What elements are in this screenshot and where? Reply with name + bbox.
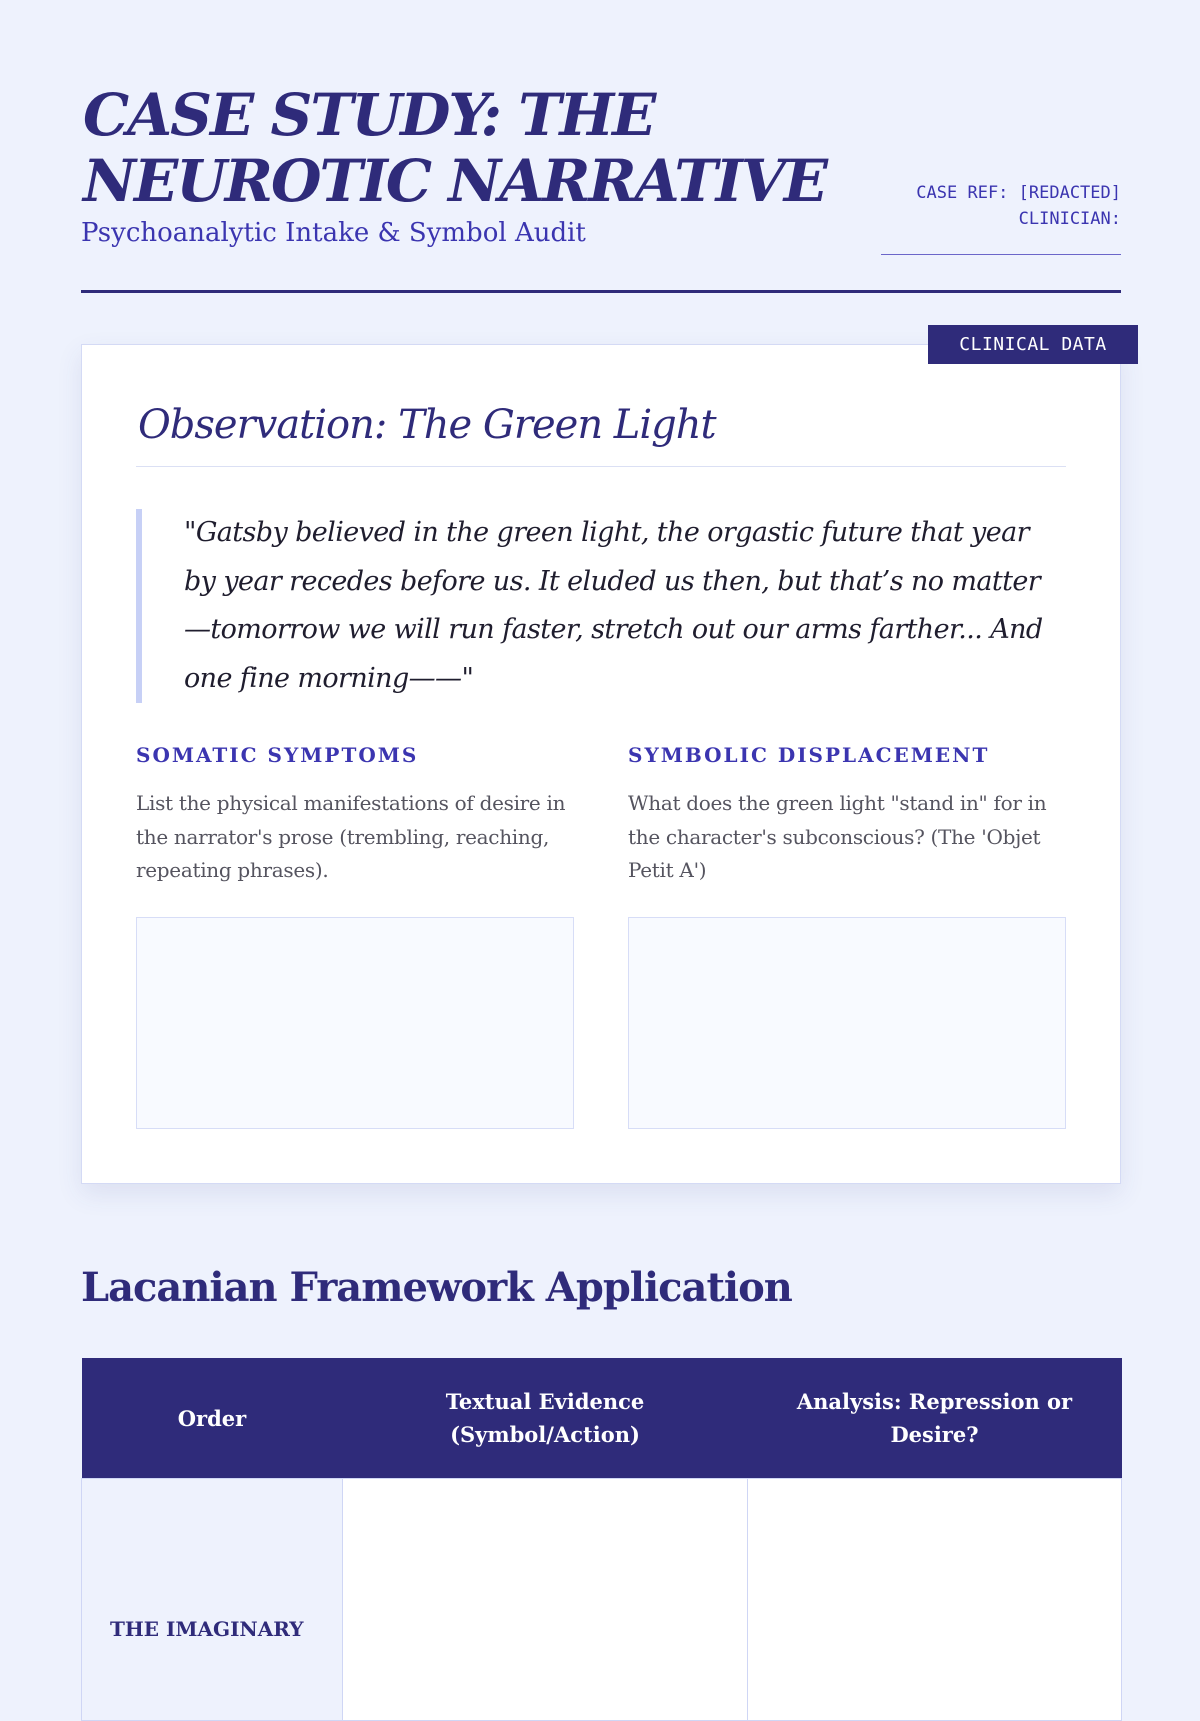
order-cell-imaginary: THE IMAGINARY [82, 1479, 343, 1721]
gatsby-quote: "Gatsby believed in the green light, the orgastic future that year by year recedes before us. It eluded us then, but that’s no matter—tomorrow we will run faster, stretch out our arms farther... And one fine morning——" [136, 509, 1066, 703]
page-title: CASE STUDY: THE NEUROTIC NARRATIVE [83, 81, 826, 215]
column-header-textual-evidence: Textual Evidence (Symbol/Action) [343, 1358, 748, 1479]
clinician-label: CLINICIAN: [1018, 209, 1121, 229]
symbolic-displacement-prompt: What does the green light "stand in" for in the character's subconscious? (The 'Objet Petit A') [628, 791, 1047, 882]
somatic-symptoms-prompt: List the physical manifestations of desire in the narrator's prose (trembling, reaching, repeating phrases). [136, 791, 566, 882]
symbolic-displacement-heading: SYMBOLIC DISPLACEMENT [628, 743, 990, 767]
somatic-symptoms-heading: SOMATIC SYMPTOMS [136, 743, 419, 767]
clinician-blank-line[interactable] [881, 232, 1121, 255]
symbolic-displacement-answer-box[interactable] [628, 917, 1066, 1129]
table-header-row [82, 1358, 1122, 1479]
observation-card [81, 344, 1121, 1184]
somatic-symptoms-answer-box[interactable] [136, 917, 574, 1129]
case-meta [861, 180, 1121, 255]
framework-title: Lacanian Framework Application [81, 1264, 792, 1311]
observation-title: Observation: The Green Light [138, 402, 716, 448]
page-subtitle: Psychoanalytic Intake & Symbol Audit [81, 218, 586, 248]
case-ref: CASE REF: [REDACTED] [916, 183, 1121, 203]
page-header [81, 82, 1121, 293]
somatic-symptoms-section [136, 743, 574, 888]
lacanian-framework-table [81, 1358, 1122, 1721]
symbolic-displacement-section [628, 743, 1066, 888]
divider [136, 466, 1066, 467]
column-header-order: Order [82, 1358, 343, 1479]
clinical-data-badge: CLINICAL DATA [928, 325, 1138, 364]
column-header-analysis: Analysis: Repression or Desire? [748, 1358, 1122, 1479]
